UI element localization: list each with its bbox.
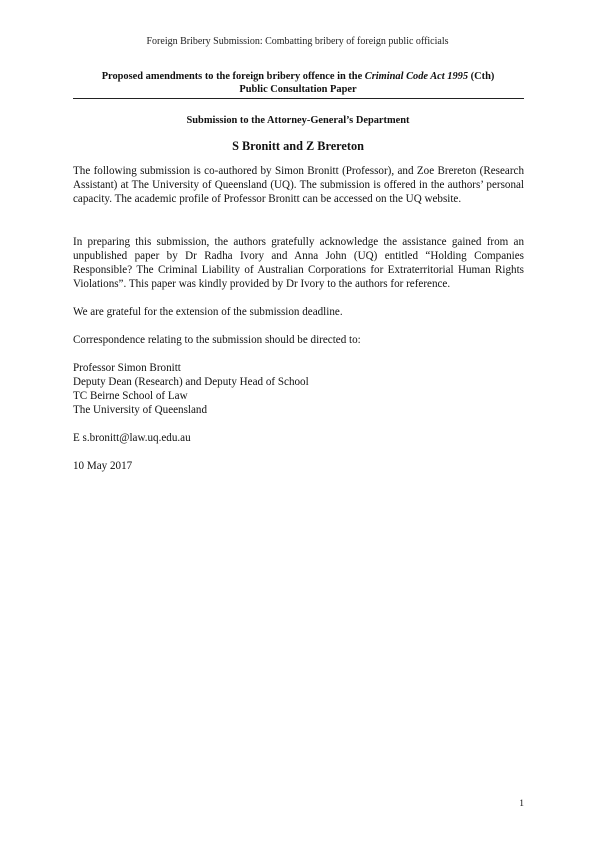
contact-email: E s.bronitt@law.uq.edu.au: [73, 432, 191, 444]
page-number: 1: [519, 799, 524, 809]
document-title: [73, 71, 523, 96]
title-line-2: Public Consultation Paper: [239, 83, 357, 95]
paragraph-authorship: The following submission is co-authored by Simon Bronitt (Professor), and Zoe Brereton (Research Assistant) at The University of Queensland (UQ). The submission is offered in the authors’ personal capacity. The academic profile of Professor Bronitt can be accessed on the UQ website.: [73, 165, 524, 205]
title-line-1-prefix: Proposed amendments to the foreign bribery offence in the: [101, 71, 365, 82]
paragraph-deadline: We are grateful for the extension of the submission deadline.: [73, 306, 343, 318]
authors-heading: S Bronitt and Z Brereton: [232, 139, 364, 153]
contact-name: Professor Simon Bronitt: [73, 362, 181, 374]
title-divider: [73, 98, 524, 99]
contact-university: The University of Queensland: [73, 403, 208, 416]
submission-recipient: Submission to the Attorney-General’s Department: [186, 115, 410, 126]
contact-address: [73, 362, 524, 418]
title-line-1-suffix: (Cth): [468, 71, 495, 82]
act-name: Criminal Code Act 1995: [364, 71, 469, 82]
submission-date: 10 May 2017: [73, 460, 133, 472]
contact-role: Deputy Dean (Research) and Deputy Head of School: [73, 375, 309, 388]
paragraph-acknowledgement: In preparing this submission, the authors gratefully acknowledge the assistance gained from an unpublished paper by Dr Radha Ivory and Anna John (UQ) entitled “Holding Companies Responsible? The Criminal Liability of Australian Corporations for Extraterritorial Human Rights Violations”. This paper was kindly provided by Dr Ivory to the authors for reference.: [73, 236, 524, 290]
paragraph-correspondence: Correspondence relating to the submission should be directed to:: [73, 334, 361, 346]
contact-school: TC Beirne School of Law: [73, 389, 188, 402]
running-header: Foreign Bribery Submission: Combatting bribery of foreign public officials: [146, 36, 449, 47]
title-line-1: [73, 71, 523, 84]
